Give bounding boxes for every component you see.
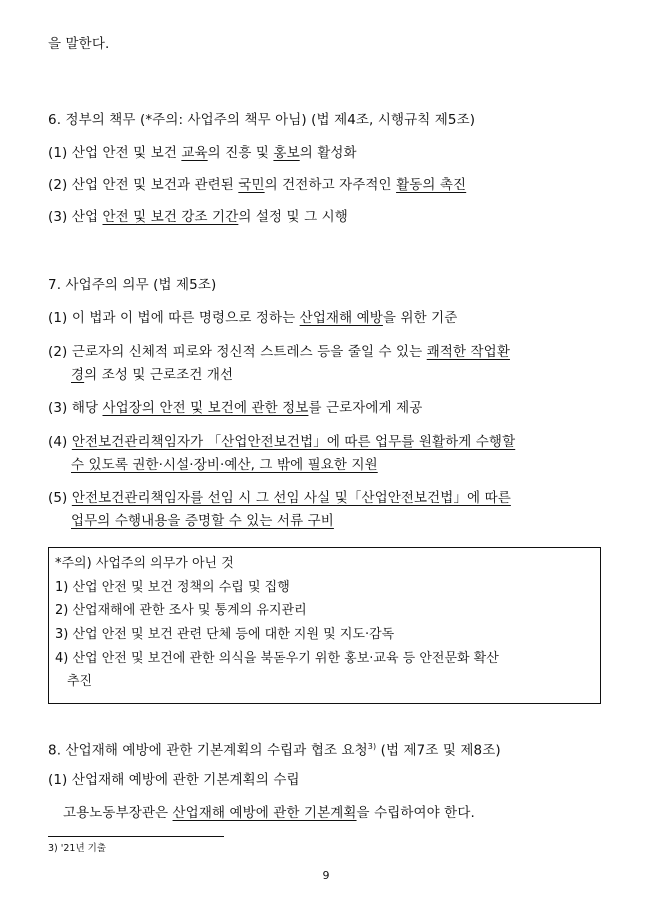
- note-box-item-continued: 추진: [67, 674, 93, 689]
- section6-title: 6. 정부의 책무 (*주의: 사업주의 책무 아님) (법 제4조, 시행규칙 제5조): [48, 112, 476, 128]
- section8-item-1: (1) 산업재해 예방에 관한 기본계획의 수립: [48, 772, 300, 788]
- section6-item-2: (2) 산업 안전 및 보건과 관련된 국민의 건전하고 자주적인 활동의 촉진: [48, 177, 467, 193]
- section7-item-5-line1: (5) 안전보건관리책임자를 선임 시 그 선임 사실 및「산업안전보건법」에 따른: [48, 490, 511, 506]
- note-box-item: 3) 산업 안전 및 보건 관련 단체 등에 대한 지원 및 지도·감독: [55, 627, 395, 642]
- note-box-item: 2) 산업재해에 관한 조사 및 통계의 유지관리: [55, 603, 307, 618]
- section7-item-4-line1: (4) 안전보건관리책임자가 「산업안전보건법」에 따른 업무를 원활하게 수행할: [48, 434, 516, 450]
- note-box-title: *주의) 사업주의 의무가 아닌 것: [55, 556, 234, 571]
- section8-body: 고용노동부장관은 산업재해 예방에 관한 기본계획을 수립하여야 한다.: [63, 805, 475, 821]
- page-number: 9: [322, 869, 330, 882]
- footnote: 3) '21년 기출: [48, 843, 107, 854]
- section7-title: 7. 사업주의 의무 (법 제5조): [48, 277, 217, 293]
- intro-fragment: 을 말한다.: [48, 36, 110, 52]
- footnote-divider: [48, 836, 224, 837]
- section7-item-1: (1) 이 법과 이 법에 따른 명령으로 정하는 산업재해 예방을 위한 기준: [48, 310, 458, 326]
- note-box-item: 1) 산업 안전 및 보건 정책의 수립 및 집행: [55, 580, 290, 595]
- section7-item-2-line1: (2) 근로자의 신체적 피로와 정신적 스트레스 등을 줄일 수 있는 쾌적한 작업환: [48, 344, 510, 360]
- section6-item-1: (1) 산업 안전 및 보건 교육의 진흥 및 홍보의 활성화: [48, 145, 357, 161]
- section6-item-3: (3) 산업 안전 및 보건 강조 기간의 설정 및 그 시행: [48, 209, 348, 225]
- section7-item-4-line2: 수 있도록 권한·시설·장비·예산, 그 밖에 필요한 지원: [71, 457, 378, 473]
- section7-item-3: (3) 해당 사업장의 안전 및 보건에 관한 정보를 근로자에게 제공: [48, 400, 423, 416]
- section7-item-5-line2: 업무의 수행내용을 증명할 수 있는 서류 구비: [71, 513, 334, 529]
- note-box-item: 4) 산업 안전 및 보건에 관한 의식을 북돋우기 위한 홍보·교육 등 안전문화 확산: [55, 651, 499, 666]
- section8-title: 8. 산업재해 예방에 관한 기본계획의 수립과 협조 요청$^{3)}$ (법 제7조 및 제8조): [48, 742, 501, 759]
- section7-item-2-line2: 경의 조성 및 근로조건 개선: [71, 367, 234, 383]
- footnote-marker: 3): [367, 742, 377, 751]
- note-box: [48, 547, 601, 704]
